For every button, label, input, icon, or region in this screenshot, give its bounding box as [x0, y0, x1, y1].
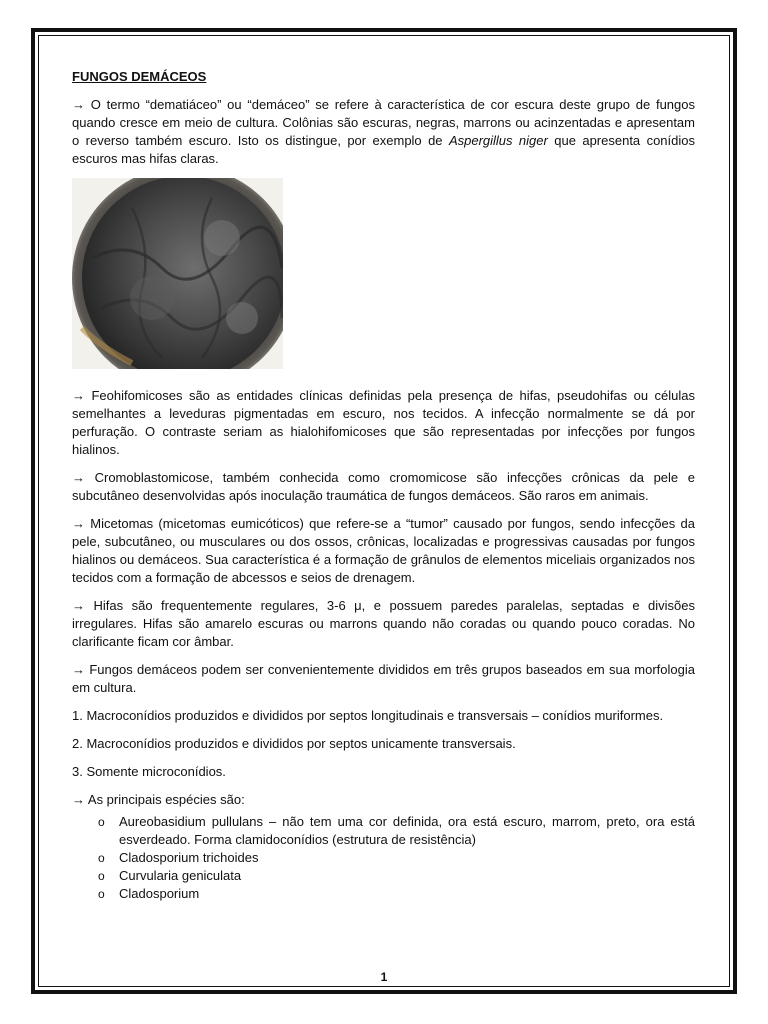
paragraph-hifas: → Hifas são frequentemente regulares, 3-6 μ, e possuem paredes paralelas, septadas e divisões irregulares. Hifas são amarelo escuras ou marrons quando não coradas ou quando pouco coradas. No clarificante ficam cor âmbar. — [72, 598, 695, 649]
paragraph-cromoblastomicose: → Cromoblastomicose, também conhecida como cromomicose são infecções crônicas da pele e subcutâneo desenvolvidas após inoculação traumática de fungos demáceos. São raros em animais. — [72, 470, 695, 503]
list-item: o Aureobasidium pullulans – não tem uma cor definida, ora está escuro, marrom, preto, ora está esverdeado. Forma clamidoconídios (estrutura de resistência) — [98, 814, 695, 847]
species-heading: → As principais espécies são: — [72, 792, 245, 807]
arrow-icon: → — [72, 598, 85, 613]
colony-illustration — [72, 178, 283, 369]
arrow-icon: → — [72, 97, 85, 112]
page-number: 1 — [380, 970, 388, 984]
list-item: o Cladosporium — [98, 886, 200, 901]
bullet-circle-icon: o — [98, 887, 105, 901]
list-item: o Cladosporium trichoides — [98, 850, 259, 865]
arrow-icon: → — [72, 792, 85, 807]
bullet-circle-icon: o — [98, 851, 105, 865]
species-list — [72, 813, 695, 903]
bullet-circle-icon: o — [98, 869, 105, 883]
list-item: o Curvularia geniculata — [98, 868, 242, 883]
paragraph-feohifomicoses: → Feohifomicoses são as entidades clínicas definidas pela presença de hifas, pseudohifas ou células semelhantes a leveduras pigmentadas em escuro, nos tecidos. A infecção normalmente se dá por perfuração. O contraste seriam as hialohifomicoses que são representadas por infecções por fungos hialinos. — [72, 388, 695, 457]
group-item-2: 2. Macroconídios produzidos e divididos por septos unicamente transversais. — [72, 736, 516, 751]
species-name-italic: Aspergillus niger — [448, 133, 548, 148]
document-title: FUNGOS DEMÁCEOS — [72, 69, 207, 84]
group-item-1: 1. Macroconídios produzidos e divididos por septos longitudinais e transversais – conídios muriformes. — [72, 708, 664, 723]
culture-plate-photo — [72, 178, 283, 369]
arrow-icon: → — [72, 516, 85, 531]
paragraph-grupos: → Fungos demáceos podem ser convenientemente divididos em três grupos baseados em sua morfologia em cultura. — [72, 662, 695, 695]
group-item-3: 3. Somente microconídios. — [72, 764, 226, 779]
intro-paragraph: → O termo “dematiáceo” ou “demáceo” se refere à característica de cor escura deste grupo de fungos quando cresce em meio de cultura. Colônias são escuras, negras, marrons ou acinzentadas e apresentam o reverso também escuro. Isto os distingue, por exemplo de Aspergillus niger que apresenta conídios escuros mas hifas claras. — [72, 97, 695, 166]
paragraph-micetomas: → Micetomas (micetomas eumicóticos) que refere-se a “tumor” causado por fungos, sendo infecções da pele, subcutâneo, ou musculares ou dos ossos, crônicas, localizadas e progressivas causadas por fungos hialinos ou demáceos. Sua característica é a formação de grânulos de elementos miceliais organizados nos tecidos com a formação de abcessos e seios de drenagem. — [72, 516, 695, 585]
document-body — [72, 68, 695, 903]
arrow-icon: → — [72, 388, 85, 403]
bullet-circle-icon: o — [98, 815, 105, 829]
arrow-icon: → — [72, 470, 85, 485]
arrow-icon: → — [72, 662, 85, 677]
